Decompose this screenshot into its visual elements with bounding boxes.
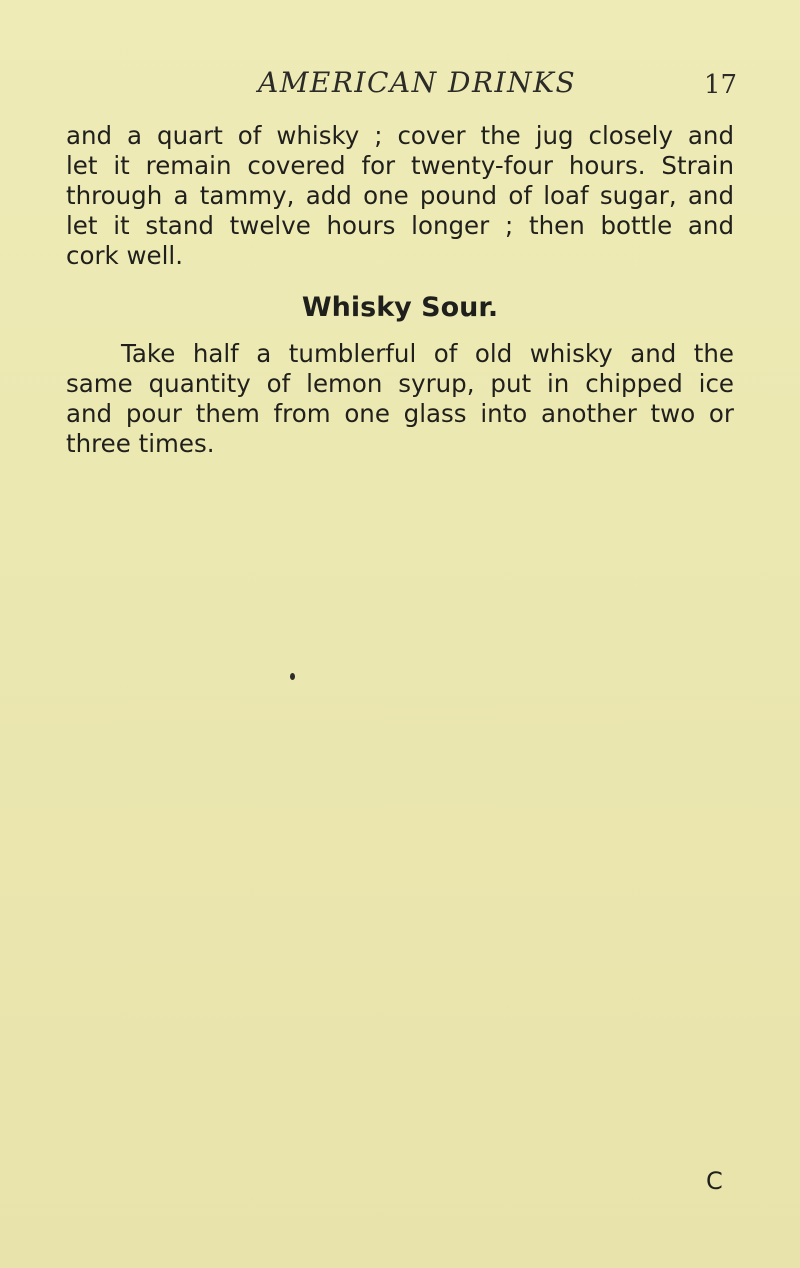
text-line: through a tammy, add one pound of loaf sugar, and [66, 181, 734, 210]
recipe-instructions [66, 339, 734, 459]
text-line: let it stand twelve hours longer ; then bottle and [66, 211, 734, 240]
text-line: let it remain covered for twenty-four hours. Strain [66, 151, 734, 180]
signature-mark: C [706, 1167, 723, 1195]
ink-speck [290, 673, 295, 680]
page-number: 17 [704, 70, 738, 100]
running-header [0, 64, 800, 104]
text-line: same quantity of lemon syrup, put in chipped ice [66, 369, 734, 398]
text-line: cork well. [66, 241, 184, 270]
paragraph-continued [66, 121, 734, 271]
text-line: three times. [66, 429, 215, 458]
text-line: and a quart of whisky ; cover the jug closely and [66, 121, 734, 150]
text-line: Take half a tumblerful of old whisky and the [121, 339, 734, 368]
text-line: and pour them from one glass into another two or [66, 399, 734, 428]
running-title: AMERICAN DRINKS [258, 66, 577, 99]
recipe-title: Whisky Sour. [301, 292, 499, 323]
